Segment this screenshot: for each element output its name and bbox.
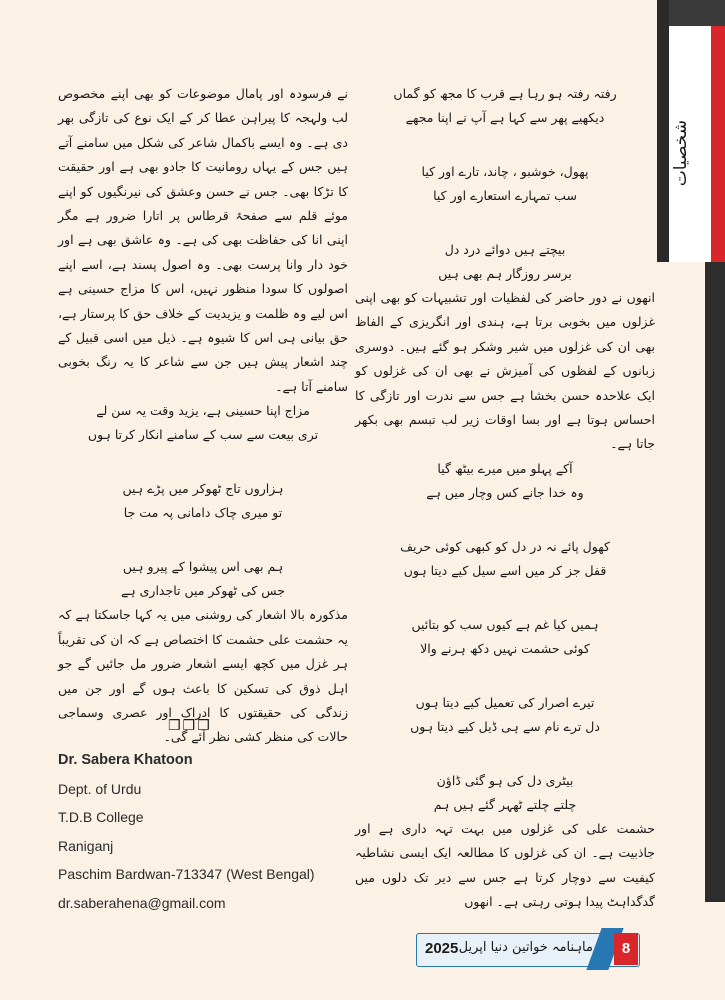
couplet [355,457,655,505]
right-column [355,82,655,914]
verse-line: ہم بھی اس پیشوا کے پیرو ہیں [122,559,284,575]
verse-line: چلتے چلتے ٹھہر گئے ہیں ہم [433,796,577,812]
couplet [58,399,348,447]
verse-line: تری بیعت سے سب کے سامنے انکار کرتا ہوں [87,427,319,443]
couplet [58,477,348,525]
verse-line: قفل جز کر میں اسے سیل کیے دیتا ہوں [403,562,607,578]
author-name: Dr. Sabera Khatoon [58,752,193,768]
verse-line: بیٹری دل کی ہو گئی ڈاؤن [436,772,574,788]
footer-year: 2025 [425,940,459,957]
author-block [58,746,358,917]
footer-magazine: ماہنامہ خواتین دنیا اپریل [458,940,593,955]
tab-left-bar [657,0,669,262]
couplet [355,691,655,739]
verse-line: دیکھیے پھر سے کہا ہے آپ نے اپنا مجھے [405,110,605,125]
couplet [355,238,655,286]
verse-line: ہزاروں تاج ٹھوکر میں پڑے ہیں [122,481,284,497]
author-college: T.D.B College [58,809,144,825]
verse-line: آکے پہلو میں میرے بیٹھ گیا [437,460,573,476]
verse-line: دل ترے نام سے ہی ڈیل کیے دیتا ہوں [410,718,600,734]
separator-glyphs: ❒❒❒ [168,718,212,734]
verse-line: وہ خدا جانے کس وچار میں ہے [426,484,584,500]
author-town: Raniganj [58,837,114,854]
couplet [355,160,655,208]
paragraph: انھوں نے دور حاضر کی لفظیات اور تشبیہات کو بھی اپنی غزلوں میں بخوبی برتا ہے، ہندی اور انگریزی کے الفاظ بھی ان کی غزلوں میں شیر وشکر ہو گئے ہیں۔ دوسری زبانوں کے لفظوں کی آمیزش نے بھی ان کی غزلوں کو ایک علاحدہ حسن بخشا ہے جس سے ندرت اور تازگی کا احساس ہوتا ہے اور بسا اوقات زیر لب تبسم بھی بکھر جاتا ہے۔ [355,290,655,452]
author-email: dr.saberahena@gmail.com [58,894,226,911]
page-number: 8 [614,933,638,965]
verse-line: مزاج اپنا حسینی ہے، یزید وقت یہ سن لے [96,403,310,419]
couplet [355,535,655,583]
verse-line: تیرے اصرار کی تعمیل کیے دیتا ہوں [415,694,595,710]
paragraph: نے فرسودہ اور پامال موضوعات کو بھی اپنے مخصوص لب ولہجہ کا پیراہن عطا کر کے ایک نوع کی تازگی بھر دی ہے۔ وہ ایسے باکمال شاعر کی شکل میں سامنے آتے ہیں جس کے یہاں رومانیت کا جادو بھی ہے اور حقیقت کا تڑکا بھی۔ جس نے حسن وعشق کی نیرنگیوں کو اپنے موئے قلم سے صفحۂ قرطاس پر اتارا ضرور ہے مگر اپنی انا کی حفاظت بھی کی ہے۔ وہ عاشق بھی ہے اور خود دار وانا پرست بھی۔ وہ اصول پسند ہے، اسے اپنے اصولوں کا سودا منظور نہیں، اس کا مزاج حسینی ہے اس لیے وہ ظلمت و یزیدیت کے خلاف حق کا پرستار ہے، حق بیانی ہی اس کا شیوہ ہے۔ ذیل میں اسی قبیل کے چند اشعار پیش ہیں جن سے شاعر کا یہ رنگ بخوبی سامنے آتا ہے۔ [58,86,348,394]
couplet [355,82,655,130]
section-label: شخصیات [671,120,691,187]
paragraph: مذکورہ بالا اشعار کی روشنی میں یہ کہا جاسکتا ہے کہ یہ حشمت علی حشمت کا اختصاص ہے کہ ان کی تقریباً ہر غزل میں کچھ ایسے اشعار ضرور مل جائیں گے جو اہل ذوق کی تسکین کا باعث ہوں گے اور جن میں زندگی کی حقیقتوں کا ادراک اور عصری وسماجی حالات کی منظر کشی نظر آئے گی۔ [58,607,348,745]
verse-line: بیچتے ہیں دوائے درد دل [444,242,566,257]
verse-line: پھول، خوشبو ، چاند، تارے اور کیا [421,164,589,179]
verse-line: رفتہ رفتہ ہو رہا ہے قرب کا مجھ کو گماں [393,86,617,101]
verse-line: برسر روزگار ہم بھی ہیں [438,266,572,281]
couplet [355,613,655,661]
verse-line: کوئی حشمت نہیں دکھ ہرنے والا [420,640,590,656]
verse-line: سب تمہارے استعارے اور کیا [433,188,577,203]
couplet [355,769,655,817]
verse-line: تو میری چاک دامانی پہ مت جا [123,505,283,521]
verse-line: جس کی ٹھوکر میں تاجداری ہے [121,583,285,599]
author-dept: Dept. of Urdu [58,780,142,797]
section-tab [657,0,725,262]
side-strip [705,262,725,902]
author-address: Paschim Bardwan-713347 (West Bengal) [58,866,315,882]
left-column [58,82,348,750]
paragraph: حشمت علی کی غزلوں میں بہت تہہ داری ہے اور جاذبیت ہے۔ ان کی غزلوں کا مطالعہ ایک ایسی نشاطیہ کیفیت سے دوچار کرتا ہے جس سے دیر تک دلوں میں گدگداہٹ پیدا ہوتی رہتی ہے۔ انھوں [355,820,655,910]
verse-line: کھول پائے نہ در دل کو کبھی کوئی حریف [400,538,610,554]
verse-line: ہمیں کیا غم ہے کیوں سب کو بتائیں [411,616,599,632]
couplet [58,555,348,603]
